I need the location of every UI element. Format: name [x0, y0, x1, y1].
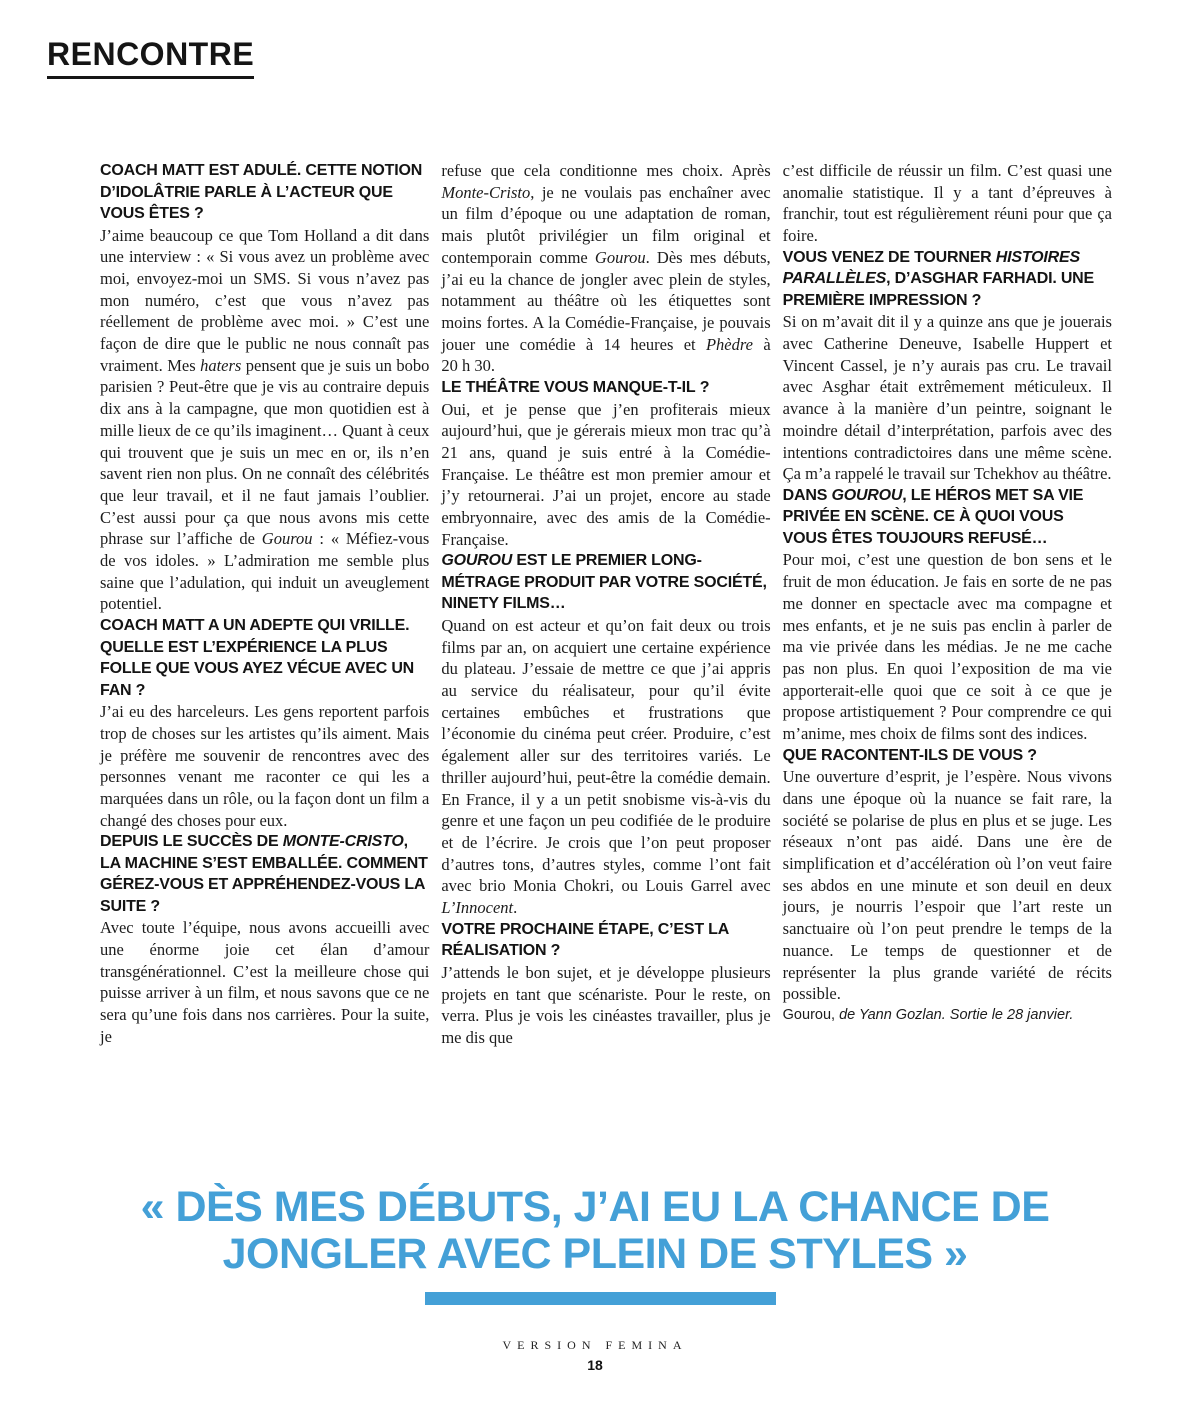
question-heading [100, 160, 429, 225]
answer-paragraph [441, 160, 770, 377]
answer-paragraph [100, 225, 429, 616]
text-segment: , LA MACHINE S’EST EMBALLÉE. COMMENT GÉREZ-VOUS ET APPRÉHENDEZ-VOUS LA SUITE ? [100, 833, 428, 915]
text-segment: QUE RACONTENT-ILS DE VOUS ? [782, 746, 1037, 764]
question-heading [783, 247, 1112, 312]
credit-line [783, 1005, 1112, 1026]
answer-paragraph [441, 399, 770, 551]
article-columns [100, 160, 1112, 1049]
answer-paragraph [100, 701, 429, 831]
text-segment: J’ai eu des harceleurs. Les gens reportent parfois trop de choses sur les artistes qu’ils aiment. Mais je préfère me souvenir de rencontres avec des personnes venant me raconter ce qui les a marquées dans un rôle, ou la façon dont un film a changé des choses pour eux. [100, 702, 430, 830]
text-segment: COACH MATT EST ADULÉ. CETTE NOTION D’IDOLÂTRIE PARLE À L’ACTEUR QUE VOUS ÊTES ? [100, 162, 423, 222]
footer-page-number: 18 [587, 1357, 603, 1373]
text-segment: , je ne voulais pas enchaîner avec un film d’époque ou une adaptation de roman, mais plutôt privilégier un film original et contemporain comme [441, 182, 771, 267]
pull-quote-line: « DÈS MES DÉBUTS, J’AI EU LA CHANCE DE [140, 1183, 1050, 1231]
article-column [441, 160, 770, 1049]
text-segment: Avec toute l’équipe, nous avons accueilli avec une énorme joie cet élan d’amour transgénérationnel. C’est la meilleure chose qui puisse arriver à un film, et nous savons que ce ne sera qu’une fois dans nos carrières. Pour la suite, je [100, 918, 430, 1046]
italic-text-segment: de Yann Gozlan. Sortie le 28 janvier. [835, 1007, 1074, 1023]
text-segment: Oui, et je pense que j’en profiterais mieux aujourd’hui, que je gérerais mieux mon trac qu’à 21 ans, quand je suis entré à la Comédie-Française. Le théâtre est mon premier amour et j’y retournerai. J’ai un projet, encore au stade embryonnaire, avec des amis de la Comédie-Française. [441, 399, 771, 549]
text-segment: COACH MATT A UN ADEPTE QUI VRILLE. QUELLE EST L’EXPÉRIENCE LA PLUS FOLLE QUE VOUS AYEZ VÉCUE AVEC UN FAN ? [100, 617, 415, 699]
text-segment: Une ouverture d’esprit, je l’espère. Nous vivons dans une époque où la nuance se fait rare, la société se polarise de plus en plus et se juge. Les réseaux n’ont pas aidé. Dans une ère de simplification et d’accélération où l’on veut faire ses abdos en une minute et son deuil en deux jours, je nourris l’espoir que l’art reste un sanctuaire où l’on peut prendre le temps de la nuance. Le temps de questionner et de représenter la plus grande variété de récits possible. [782, 767, 1112, 1004]
pull-quote [0, 1184, 1190, 1278]
text-segment: DEPUIS LE SUCCÈS DE [100, 833, 283, 851]
article-column [783, 160, 1112, 1049]
italic-text-segment: Monte-Cristo [441, 182, 531, 202]
text-segment: Quand on est acteur et qu’on fait deux ou trois films par an, on acquiert une certaine expérience du plateau. J’essaie de mettre ce que j’ai appris au service du réalisateur, pour qu’il évite certaines embûches et frustrations que l’économie du cinéma peut créer. Produire, c’est également aller sur des territoires variés. Le thriller aujourd’hui, peut-être la comédie demain. En France, il y a un petit snobisme vis-à-vis du genre et une façon un peu codifiée de le produire et de l’écrire. Je crois que l’on peut proposer d’autres tons, d’autres styles, comme l’ont fait avec brio Monia Chokri, ou Louis Garrel avec [441, 615, 771, 896]
pull-quote-line: JONGLER AVEC PLEIN DE STYLES » [222, 1230, 968, 1278]
text-segment: VOUS VENEZ DE TOURNER [782, 248, 996, 266]
text-segment: EST LE PREMIER LONG-MÉTRAGE PRODUIT PAR VOTRE SOCIÉTÉ, NINETY FILMS… [441, 552, 767, 613]
question-heading [441, 377, 770, 399]
text-segment: VOTRE PROCHAINE ÉTAPE, C’EST LA RÉALISATION ? [441, 920, 729, 960]
text-segment: : « Méfiez-vous de vos idoles. » L’admiration me semble plus saine que l’adulation, qui induit un aveuglement potentiel. [100, 529, 430, 614]
question-heading [100, 831, 429, 917]
italic-text-segment: GOUROU [441, 552, 513, 570]
text-segment: refuse que cela conditionne mes choix. Après [441, 161, 771, 180]
italic-text-segment: haters [200, 355, 242, 375]
answer-paragraph [100, 917, 429, 1047]
page-footer [0, 1338, 1190, 1373]
italic-text-segment: HISTOIRES PARALLÈLES [782, 248, 1080, 288]
section-header [47, 36, 254, 79]
text-segment: . Dès mes débuts, j’ai eu la chance de jongler avec plein de styles, notamment au théâtre où les étiquettes sont moins fortes. A la Comédie-Française, je pouvais jouer une comédie à 14 heures et [441, 247, 771, 354]
footer-magazine-name: VERSION FEMINA [502, 1338, 688, 1352]
answer-paragraph [441, 962, 770, 1049]
italic-text-segment: GOUROU [831, 486, 903, 504]
text-segment: LE THÉÂTRE VOUS MANQUE-T-IL ? [441, 379, 710, 397]
italic-text-segment: L’Innocent [441, 898, 514, 918]
italic-text-segment: Gourou [594, 247, 646, 267]
question-heading [783, 745, 1112, 767]
answer-paragraph [783, 766, 1112, 1005]
text-segment: J’aime beaucoup ce que Tom Holland a dit dans une interview : « Si vous avez un problème avec moi, envoyez-moi un SMS. Si vous n’avez pas mon numéro, c’est que vous n’avez pas réellement de problème avec moi. » C’est une façon de dire que le public ne nous connaît pas vraiment. Mes [100, 225, 430, 375]
question-heading [441, 550, 770, 615]
text-segment: c’est difficile de réussir un film. C’est quasi une anomalie statistique. Il y a tant d’épreuves à franchir, tout est régulièrement réuni pour que ça foire. [782, 161, 1112, 246]
answer-paragraph [783, 549, 1112, 744]
italic-text-segment: Phèdre [705, 334, 753, 354]
question-heading [783, 485, 1112, 550]
text-segment: , LE HÉROS MET SA VIE PRIVÉE EN SCÈNE. CE À QUOI VOUS VOUS ÊTES TOUJOURS REFUSÉ… [782, 486, 1084, 547]
text-segment: Pour moi, c’est une question de bon sens et le fruit de mon éducation. Je fais en sorte de ne pas me donner en spectacle avec ma compagne et mes enfants, et je ne suis pas enclin à parler de ma vie privée dans les médias. Je ne me cache pas non plus. En quoi l’exposition de ma vie apporterait-elle quoi que ce soit à ce que je propose artistiquement ? Pour comprendre ce qui m’anime, mes choix de films sont des indices. [782, 550, 1112, 744]
italic-text-segment: Gourou [261, 529, 313, 549]
text-segment: , D’ASGHAR FARHADI. UNE PREMIÈRE IMPRESSION ? [782, 270, 1095, 309]
question-heading [100, 615, 429, 701]
text-segment: pensent que je suis un bobo parisien ? Peut-être que je vis au contraire depuis dix ans à la campagne, que mon quotidien est à mille lieux de ce qu’ils imaginent… Quant à ceux qui trouvent que je suis un mec en or, ils n’en savent rien non plus. On ne connaît des célébrités que leur travail, et il ne faut jamais l’oublier. C’est aussi pour ça que nous avons mis cette phrase sur l’affiche de [100, 355, 430, 549]
text-segment: . [513, 898, 518, 918]
answer-paragraph [783, 160, 1112, 247]
section-label: RENCONTRE [47, 36, 254, 79]
text-segment: DANS [782, 486, 832, 504]
pull-quote-underline-bar [425, 1292, 776, 1305]
italic-text-segment: MONTE-CRISTO [282, 833, 404, 851]
text-segment: Gourou, [782, 1007, 836, 1023]
text-segment: J’attends le bon sujet, et je développe plusieurs projets en tant que scénariste. Pour le reste, on verra. Plus je vois les cinéastes travailler, plus je me dis que [441, 962, 771, 1047]
text-segment: à 20 h 30. [441, 334, 771, 376]
article-column [100, 160, 429, 1049]
answer-paragraph [783, 311, 1112, 485]
answer-paragraph [441, 615, 770, 919]
text-segment: Si on m’avait dit il y a quinze ans que je jouerais avec Catherine Deneuve, Isabelle Huppert et Vincent Cassel, je n’y aurais pas cru. Le travail avec Asghar était extrêmement méticuleux. Il avance à la manière d’un peintre, soignant le moindre détail d’interprétation, parfois avec des intentions contradictoires dans une même scène. Ça m’a rappelé le travail sur Tchekhov au théâtre. [782, 312, 1112, 484]
question-heading [441, 919, 770, 962]
